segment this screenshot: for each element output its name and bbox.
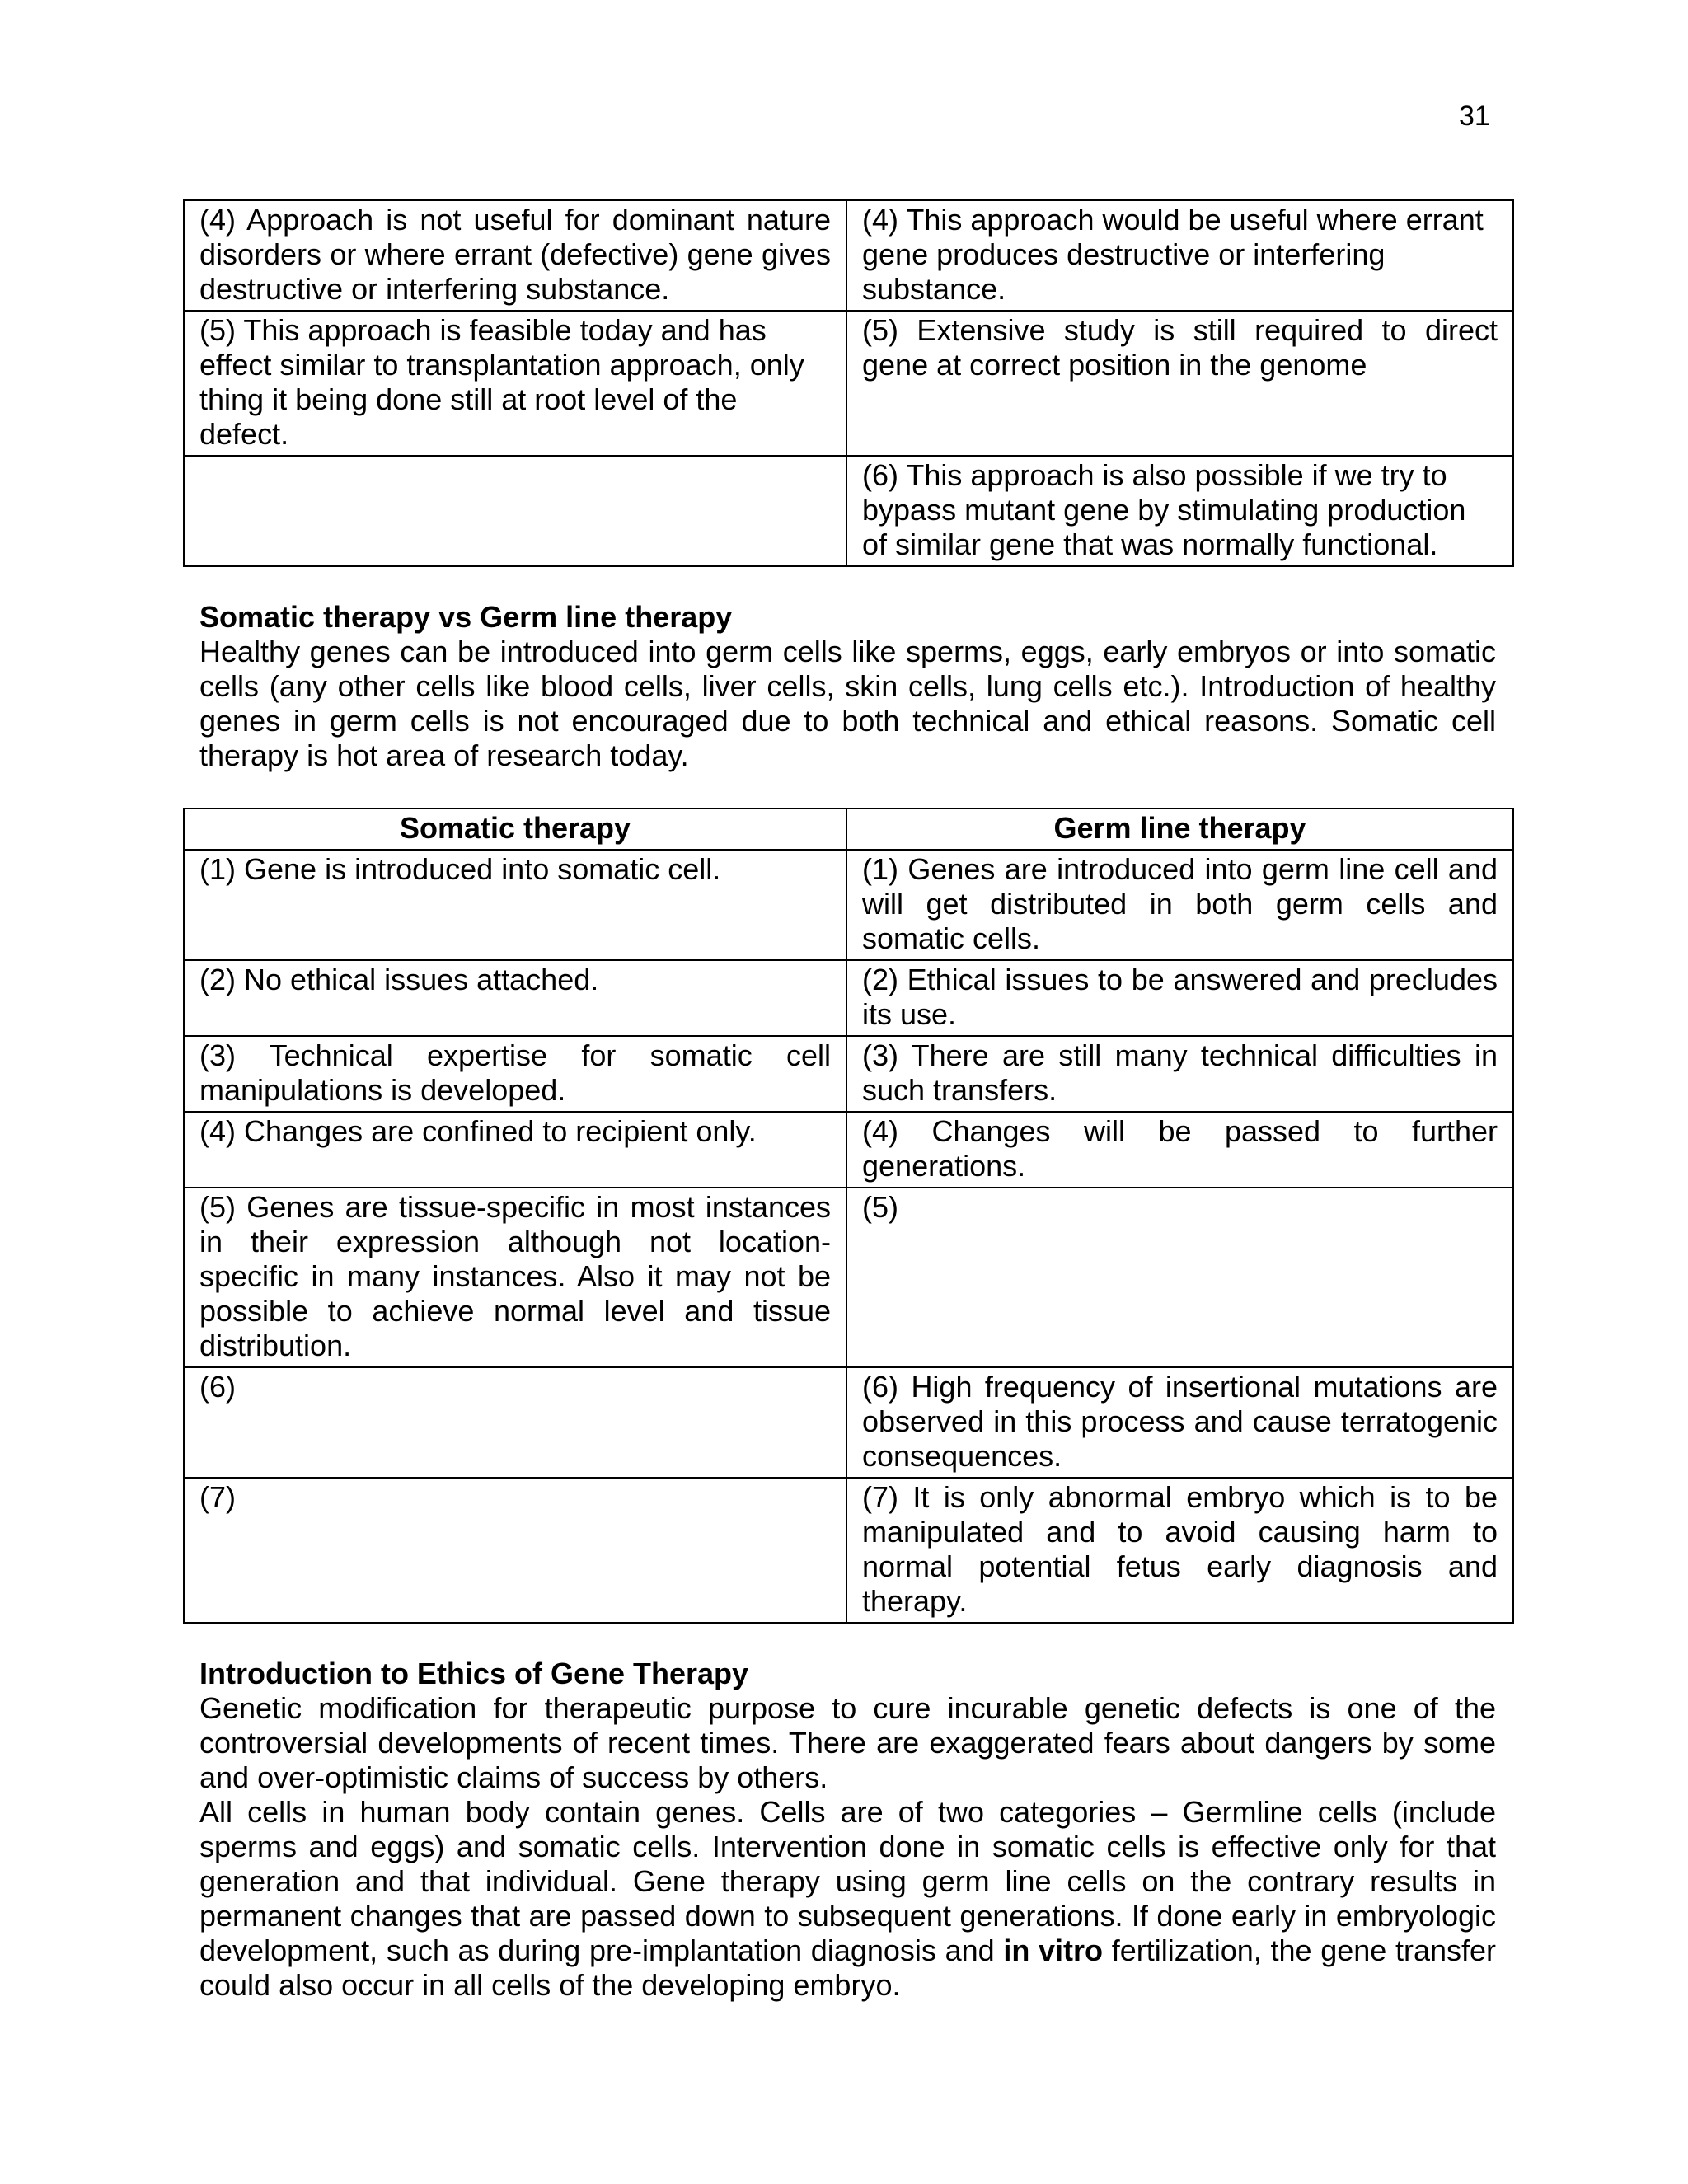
table-cell: (6) [184,1367,846,1478]
page-number: 31 [1459,101,1490,132]
table-row [184,1367,1513,1478]
section-heading-somatic-vs-germline: Somatic therapy vs Germ line therapy [199,600,733,634]
table-cell: (5) Extensive study is still required to direct gene at correct position in the genome [846,311,1513,456]
table-row [184,456,1513,566]
section-paragraph: Genetic modification for therapeutic purpose to cure incurable genetic defects is one of the controversial developments of recent times. There are exaggerated fears about dangers by some and over-optimistic claims of success by others. [199,1691,1496,1794]
table-cell: (4) Changes will be passed to further generations. [846,1112,1513,1188]
table-cell: (3) There are still many technical difficulties in such transfers. [846,1036,1513,1112]
table-cell: (1) Gene is introduced into somatic cell. [184,850,846,960]
table-row [184,200,1513,311]
table-cell: (7) [184,1478,846,1623]
table-row [184,1036,1513,1112]
table-row [184,1478,1513,1623]
table-cell: (5) Genes are tissue-specific in most instances in their expression although not location-specific in many instances. Also it may not be possible to achieve normal level and tissue distribution. [184,1188,846,1367]
table-row [184,850,1513,960]
approach-comparison-table [183,199,1514,567]
table-cell: (4) Changes are confined to recipient only. [184,1112,846,1188]
table-cell: (1) Genes are introduced into germ line cell and will get distributed in both germ cells and somatic cells. [846,850,1513,960]
table-cell: (6) High frequency of insertional mutations are observed in this process and cause terratogenic consequences. [846,1367,1513,1478]
column-header: Somatic therapy [184,808,846,850]
table-row [184,1188,1513,1367]
table-row [184,311,1513,456]
section-paragraph [199,1795,1496,2003]
table-cell [184,456,846,566]
table-cell: (4) This approach would be useful where errant gene produces destructive or interfering substance. [846,200,1513,311]
paragraph-text: fertilization, the gene transfer could also occur in all cells of the developing embryo. [199,1933,1496,2002]
table-cell: (3) Technical expertise for somatic cell manipulations is developed. [184,1036,846,1112]
table-cell: (5) This approach is feasible today and has effect similar to transplantation approach, only thing it being done still at root level of the defect. [184,311,846,456]
table-row [184,960,1513,1036]
section-heading-ethics: Introduction to Ethics of Gene Therapy [199,1657,749,1690]
paragraph-bold-term: in vitro [1003,1933,1104,1967]
table-cell: (5) [846,1188,1513,1367]
table-cell: (2) No ethical issues attached. [184,960,846,1036]
table-header-row [184,808,1513,850]
table-cell: (4) Approach is not useful for dominant nature disorders or where errant (defective) gene gives destructive or interfering substance. [184,200,846,311]
column-header: Germ line therapy [846,808,1513,850]
section-paragraph: Healthy genes can be introduced into germ cells like sperms, eggs, early embryos or into somatic cells (any other cells like blood cells, liver cells, skin cells, lung cells etc.). Introduction of healthy genes in germ cells is not encouraged due to both technical and ethical reasons. Somatic cell therapy is hot area of research today. [199,635,1496,772]
table-cell: (6) This approach is also possible if we try to bypass mutant gene by stimulating production of similar gene that was normally functional. [846,456,1513,566]
page-content [183,199,1512,2003]
table-row [184,1112,1513,1188]
table-cell: (2) Ethical issues to be answered and precludes its use. [846,960,1513,1036]
somatic-vs-germline-table [183,808,1514,1624]
table-cell: (7) It is only abnormal embryo which is to be manipulated and to avoid causing harm to normal potential fetus early diagnosis and therapy. [846,1478,1513,1623]
paragraph-text: All cells in human body contain genes. Cells are of two categories – Germline cells (include sperms and eggs) and somatic cells. Intervention done in somatic cells is effective only for that generation and that individual. Gene therapy using germ line cells on the contrary results in permanent changes that are passed down to subsequent generations. If done early in embryologic development, such as during pre-implantation diagnosis and [199,1795,1496,1967]
